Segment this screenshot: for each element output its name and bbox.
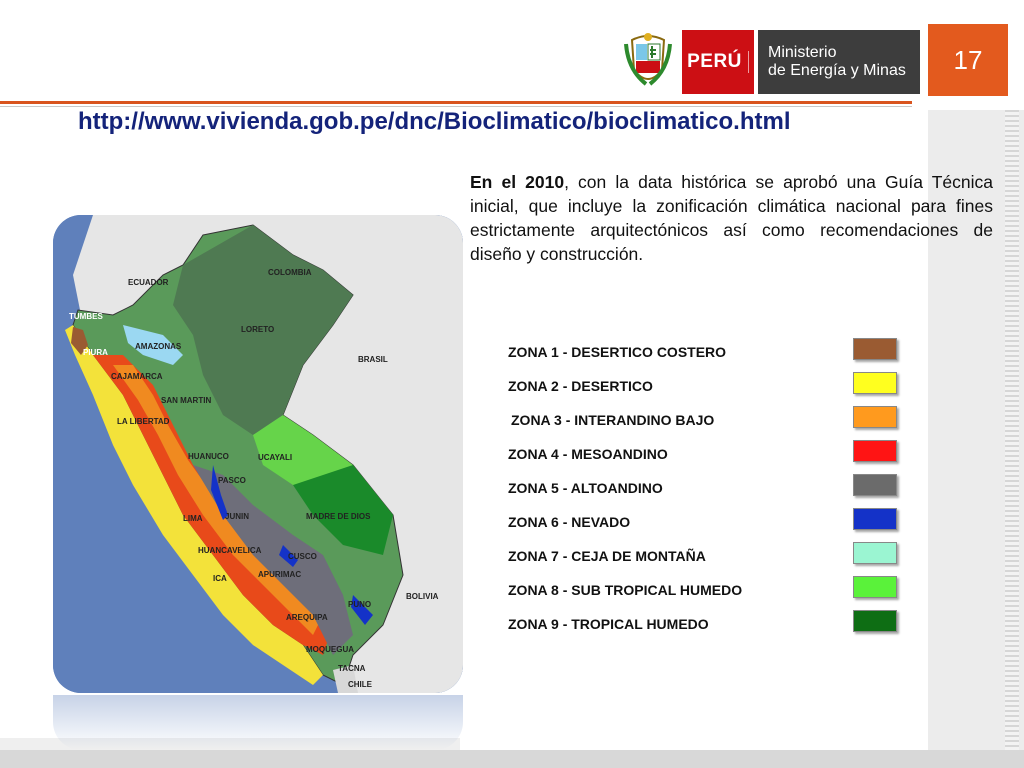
description-paragraph <box>470 170 993 266</box>
map-label-tacna: TACNA <box>338 664 366 673</box>
legend-row <box>508 338 908 362</box>
ministry-line-2: de Energía y Minas <box>768 62 906 79</box>
map-label-huancavelica: HUANCAVELICA <box>198 546 262 555</box>
header-divider-thin <box>0 106 912 107</box>
map-label-cusco: CUSCO <box>288 552 317 561</box>
right-decor-strip <box>1005 110 1019 750</box>
description-text: , con la data histórica se aprobó una Guía Técnica inicial, que incluye la zonificación climática nacional para fines estrictamente arquitectónicos así como recomendaciones de diseño y construcción. <box>470 172 993 264</box>
legend-swatch <box>853 372 897 394</box>
map-label-apurimac: APURIMAC <box>258 570 302 579</box>
map-label-bolivia: BOLIVIA <box>406 592 439 601</box>
map-label-ucayali: UCAYALI <box>258 453 293 462</box>
map-reflection <box>53 695 463 750</box>
peru-label-box <box>682 30 754 94</box>
ministry-line-1: Ministerio <box>768 44 837 61</box>
legend-swatch <box>853 406 897 428</box>
legend-label: ZONA 1 - DESERTICO COSTERO <box>508 344 727 360</box>
legend-swatch <box>853 508 897 530</box>
map-label-la-libertad: LA LIBERTAD <box>117 417 170 426</box>
legend-row <box>508 474 908 498</box>
legend-swatch <box>853 576 897 598</box>
ministry-name-box <box>758 30 920 94</box>
legend-swatch <box>853 610 897 632</box>
map-label-madre-de-dios: MADRE DE DIOS <box>306 512 371 521</box>
description-year: En el 2010 <box>470 172 565 192</box>
legend-label: ZONA 6 - NEVADO <box>508 514 631 530</box>
legend-swatch <box>853 474 897 496</box>
legend-label: ZONA 5 - ALTOANDINO <box>508 480 663 496</box>
map-label-puno: PUNO <box>348 600 372 609</box>
map-label-san-martin: SAN MARTIN <box>161 396 212 405</box>
legend-swatch <box>853 440 897 462</box>
map-label-lima: LIMA <box>183 514 203 523</box>
legend-row <box>508 508 908 532</box>
map-label-junin: JUNIN <box>225 512 250 521</box>
map-label-ica: ICA <box>213 574 227 583</box>
map-label-amazonas: AMAZONAS <box>135 342 182 351</box>
source-url-link[interactable]: http://www.vivienda.gob.pe/dnc/Bioclimatico/bioclimatico.html <box>78 108 791 135</box>
map-label-colombia: COLOMBIA <box>268 268 312 277</box>
legend-row <box>508 372 908 396</box>
bottom-decor-band <box>0 750 1024 768</box>
legend-row <box>508 576 908 600</box>
header-divider <box>0 101 912 104</box>
legend-row <box>508 406 908 430</box>
map-label-moquegua: MOQUEGUA <box>306 645 354 654</box>
peru-map-graphic <box>53 215 463 693</box>
climate-zone-map <box>53 215 463 693</box>
map-label-huanuco: HUANUCO <box>188 452 229 461</box>
peru-crest-icon <box>622 30 674 94</box>
legend-label: ZONA 2 - DESERTICO <box>508 378 653 394</box>
legend-row <box>508 542 908 566</box>
legend-label: ZONA 9 - TROPICAL HUMEDO <box>508 616 709 632</box>
legend-label: ZONA 7 - CEJA DE MONTAÑA <box>508 548 706 564</box>
map-label-arequipa: AREQUIPA <box>286 613 328 622</box>
map-label-loreto: LORETO <box>241 325 275 334</box>
legend-row <box>508 440 908 464</box>
map-label-ecuador: ECUADOR <box>128 278 169 287</box>
legend-label: ZONA 4 - MESOANDINO <box>508 446 668 462</box>
map-label-pasco: PASCO <box>218 476 246 485</box>
legend-label: ZONA 8 - SUB TROPICAL HUMEDO <box>508 582 743 598</box>
ministry-logo <box>622 30 920 94</box>
map-label-tumbes: TUMBES <box>69 312 103 321</box>
map-label-cajamarca: CAJAMARCA <box>111 372 163 381</box>
map-label-brasil: BRASIL <box>358 355 388 364</box>
legend-label: ZONA 3 - INTERANDINO BAJO <box>511 412 715 428</box>
map-label-chile: CHILE <box>348 680 372 689</box>
legend-swatch <box>853 542 897 564</box>
legend-row <box>508 610 908 634</box>
slide-number: 17 <box>928 24 1008 96</box>
peru-label: PERÚ <box>687 51 749 73</box>
legend-swatch <box>853 338 897 360</box>
map-label-piura: PIURA <box>83 348 108 357</box>
